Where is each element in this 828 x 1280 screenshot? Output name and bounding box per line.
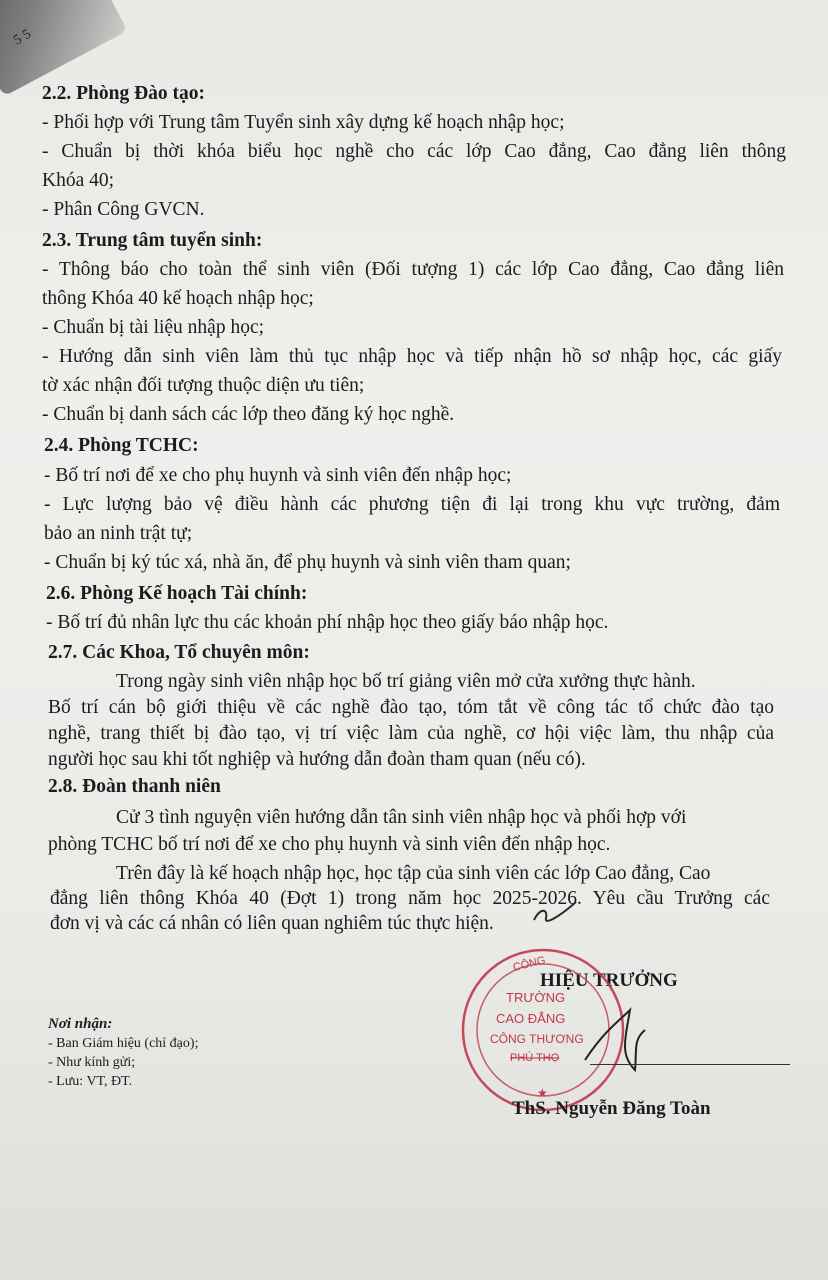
handwritten-signature [575,1000,655,1080]
recipients-title: Nơi nhận: [48,1016,113,1032]
section-2-8-para-line-2: phòng TCHC bố trí nơi để xe cho phụ huynh và sinh viên đến nhập học. [48,834,611,855]
section-2-4-title: 2.4. Phòng TCHC: [44,435,199,456]
section-2-6-line-1: - Bố trí đủ nhân lực thu các khoản phí nhập học theo giấy báo nhập học. [46,612,609,633]
closing-line-2: đẳng liên thông Khóa 40 (Đợt 1) trong năm học 2025-2026. Yêu cầu Trưởng các [50,888,770,909]
recipient-item: - Lưu: VT, ĐT. [48,1074,133,1089]
section-2-4-line-2a: - Lực lượng bảo vệ điều hành các phương tiện đi lại trong khu vực trường, đảm [44,494,780,515]
stamp-top-text: CÔNG [511,954,547,974]
section-2-3-line-2: - Chuẩn bị tài liệu nhập học; [42,317,265,338]
section-2-2-line-2b: Khóa 40; [42,170,115,191]
section-2-7-title: 2.7. Các Khoa, Tổ chuyên môn: [48,642,310,663]
closing-line-1: Trên đây là kế hoạch nhập học, học tập của sinh viên các lớp Cao đẳng, Cao [116,863,711,884]
section-2-3-line-3a: - Hướng dẫn sinh viên làm thủ tục nhập học và tiếp nhận hồ sơ nhập học, các giấy [42,346,782,367]
stamp-line-3: CÔNG THƯƠNG [490,1032,584,1046]
section-2-2-line-3: - Phân Công GVCN. [42,199,205,220]
corner-handwritten-mark: 5 5 [11,26,34,49]
stamp-line-4: PHÚ THỌ [510,1052,560,1064]
section-2-4-line-3: - Chuẩn bị ký túc xá, nhà ăn, để phụ huynh và sinh viên tham quan; [44,552,571,573]
section-2-3-line-3b: tờ xác nhận đối tượng thuộc diện ưu tiên; [42,375,365,396]
section-2-3-line-4: - Chuẩn bị danh sách các lớp theo đăng ký học nghề. [42,404,455,425]
section-2-4-line-1: - Bố trí nơi để xe cho phụ huynh và sinh viên đến nhập học; [44,465,512,486]
closing-line-3: đơn vị và các cá nhân có liên quan nghiêm túc thực hiện. [50,913,494,934]
section-2-3-title: 2.3. Trung tâm tuyển sinh: [42,230,263,251]
recipient-item: - Ban Giám hiệu (chỉ đạo); [48,1036,199,1051]
signature-line [590,1064,790,1065]
section-2-2-line-2a: - Chuẩn bị thời khóa biểu học nghề cho các lớp Cao đẳng, Cao đẳng liên thông [42,141,786,162]
section-2-7-para-line-1: Trong ngày sinh viên nhập học bố trí giảng viên mở cửa xưởng thực hành. [116,671,696,692]
section-2-2-line-1: - Phối hợp với Trung tâm Tuyển sinh xây dựng kế hoạch nhập học; [42,112,565,133]
section-2-7-para-line-3: nghề, trang thiết bị đào tạo, vị trí việc làm của nghề, cơ hội việc làm, thu nhập của [48,723,774,744]
section-2-6-title: 2.6. Phòng Kế hoạch Tài chính: [46,583,308,604]
stamp-line-2: CAO ĐẲNG [496,1011,566,1026]
section-2-4-line-2b: bảo an ninh trật tự; [44,523,193,544]
section-2-8-title: 2.8. Đoàn thanh niên [48,776,221,797]
signer-name: ThS. Nguyễn Đăng Toàn [512,1098,711,1119]
section-2-2-title: 2.2. Phòng Đào tạo: [42,83,206,104]
section-2-3-line-1b: thông Khóa 40 kế hoạch nhập học; [42,288,314,309]
section-2-7-para-line-4: người học sau khi tốt nghiệp và hướng dẫn đoàn tham quan (nếu có). [48,749,586,770]
section-2-3-line-1a: - Thông báo cho toàn thể sinh viên (Đối tượng 1) các lớp Cao đẳng, Cao đẳng liên [42,259,784,280]
signer-position: HIỆU TRƯỞNG [540,970,678,991]
section-2-8-para-line-1: Cử 3 tình nguyện viên hướng dẫn tân sinh viên nhập học và phối hợp với [116,807,687,828]
section-2-7-para-line-2: Bố trí cán bộ giới thiệu về các nghề đào tạo, tóm tắt về công tác tổ chức đào tạo [48,697,774,718]
stamp-star-icon: ★ [537,1086,548,1100]
stamp-line-1: TRƯỜNG [506,990,566,1005]
initial-scribble [530,898,580,928]
recipient-item: - Như kính gửi; [48,1055,136,1070]
